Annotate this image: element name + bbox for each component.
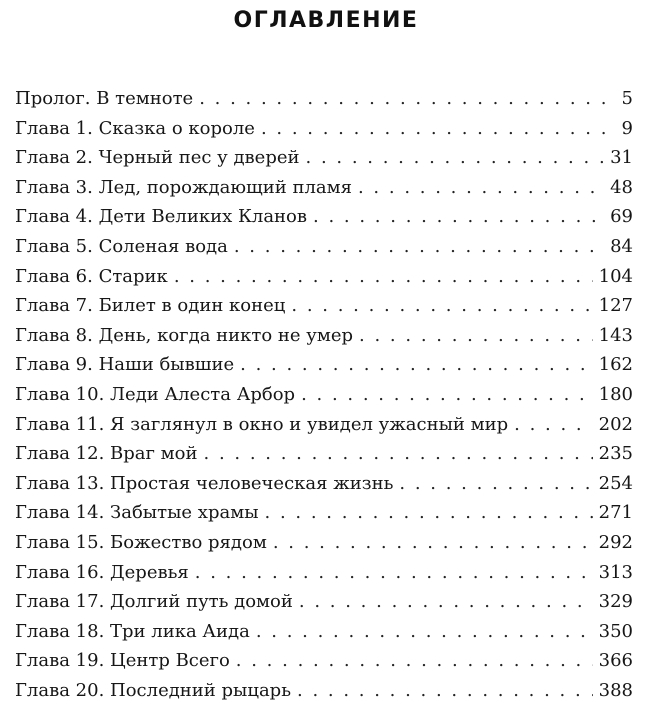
toc-entry-page-number: 388 — [598, 679, 633, 701]
toc-entry — [15, 321, 633, 351]
toc-entry-page-number: 162 — [598, 354, 633, 376]
toc-entry — [15, 291, 633, 321]
toc-entry-page-number: 313 — [598, 561, 633, 583]
dot-leader — [514, 410, 592, 440]
toc-entry-page-number: 292 — [598, 531, 633, 553]
toc-entry-title: Глава 15. Божество рядом — [15, 531, 267, 553]
table-of-contents — [15, 84, 633, 705]
dot-leader — [240, 350, 593, 380]
toc-entry-title: Глава 19. Центр Всего — [15, 650, 230, 672]
toc-entry-page-number: 329 — [598, 591, 633, 613]
toc-entry — [15, 646, 633, 676]
toc-entry — [15, 558, 633, 588]
toc-entry — [15, 469, 633, 499]
toc-entry-page-number: 69 — [610, 206, 633, 228]
toc-entry-title: Глава 13. Простая человеческая жизнь — [15, 472, 394, 494]
dot-leader — [265, 498, 593, 528]
toc-entry-page-number: 254 — [598, 472, 633, 494]
toc-entry-title: Глава 6. Старик — [15, 265, 168, 287]
toc-entry-title: Пролог. В темноте — [15, 88, 194, 109]
toc-entry — [15, 143, 633, 173]
toc-entry-title: Глава 2. Черный пес у дверей — [15, 147, 300, 169]
dot-leader — [359, 321, 593, 351]
toc-entry — [15, 350, 633, 380]
toc-entry-page-number: 5 — [621, 88, 633, 109]
toc-entry-title: Глава 5. Соленая вода — [15, 235, 228, 257]
toc-entry — [15, 232, 633, 262]
toc-entry-title: Глава 11. Я заглянул в окно и увидел ужасный мир — [15, 413, 509, 435]
toc-entry-page-number: 235 — [598, 443, 633, 465]
page-title: ОГЛАВЛЕНИЕ — [233, 8, 419, 33]
dot-leader — [297, 676, 593, 706]
dot-leader — [174, 262, 593, 292]
toc-entry — [15, 84, 633, 114]
toc-entry-title: Глава 1. Сказка о короле — [15, 117, 255, 139]
toc-entry-page-number: 127 — [598, 295, 633, 317]
toc-entry — [15, 617, 633, 647]
toc-entry-page-number: 180 — [598, 383, 633, 405]
toc-entry-title: Глава 20. Последний рыцарь — [15, 679, 291, 701]
toc-entry-page-number: 143 — [598, 324, 633, 346]
toc-entry-title: Глава 7. Билет в один конец — [15, 295, 286, 317]
dot-leader — [306, 143, 605, 173]
dot-leader — [301, 380, 593, 410]
toc-entry — [15, 380, 633, 410]
toc-entry-title: Глава 14. Забытые храмы — [15, 502, 259, 524]
toc-entry-page-number: 31 — [610, 147, 633, 169]
toc-entry — [15, 528, 633, 558]
toc-entry-title: Глава 12. Враг мой — [15, 443, 198, 465]
toc-entry-page-number: 48 — [610, 176, 633, 198]
dot-leader — [261, 114, 616, 144]
dot-leader — [291, 291, 592, 321]
toc-entry-page-number: 202 — [598, 413, 633, 435]
toc-entry-title: Глава 16. Деревья — [15, 561, 189, 583]
toc-entry — [15, 498, 633, 528]
toc-entry — [15, 262, 633, 292]
toc-entry-title: Глава 9. Наши бывшие — [15, 354, 235, 376]
dot-leader — [273, 528, 593, 558]
toc-entry-title: Глава 10. Леди Алеста Арбор — [15, 383, 296, 405]
dot-leader — [234, 232, 604, 262]
toc-entry — [15, 202, 633, 232]
toc-entry — [15, 114, 633, 144]
dot-leader — [299, 587, 593, 617]
dot-leader — [236, 646, 593, 676]
toc-entry-title: Глава 3. Лед, порождающий пламя — [15, 176, 352, 198]
toc-entry — [15, 439, 633, 469]
dot-leader — [256, 617, 593, 647]
toc-entry-title: Глава 18. Три лика Аида — [15, 620, 250, 642]
dot-leader — [204, 439, 593, 469]
toc-entry — [15, 410, 633, 440]
dot-leader — [313, 202, 604, 232]
toc-entry — [15, 676, 633, 706]
toc-entry-page-number: 271 — [598, 502, 633, 524]
toc-entry — [15, 173, 633, 203]
dot-leader — [195, 558, 593, 588]
toc-entry-page-number: 366 — [598, 650, 633, 672]
toc-entry-page-number: 350 — [598, 620, 633, 642]
toc-entry — [15, 587, 633, 617]
dot-leader — [199, 84, 615, 114]
toc-entry-page-number: 9 — [621, 117, 633, 139]
dot-leader — [358, 173, 604, 203]
dot-leader — [399, 469, 592, 499]
toc-entry-title: Глава 4. Дети Великих Кланов — [15, 206, 308, 228]
toc-entry-title: Глава 8. День, когда никто не умер — [15, 324, 354, 346]
toc-entry-page-number: 84 — [610, 235, 633, 257]
toc-entry-title: Глава 17. Долгий путь домой — [15, 591, 293, 613]
toc-entry-page-number: 104 — [598, 265, 633, 287]
